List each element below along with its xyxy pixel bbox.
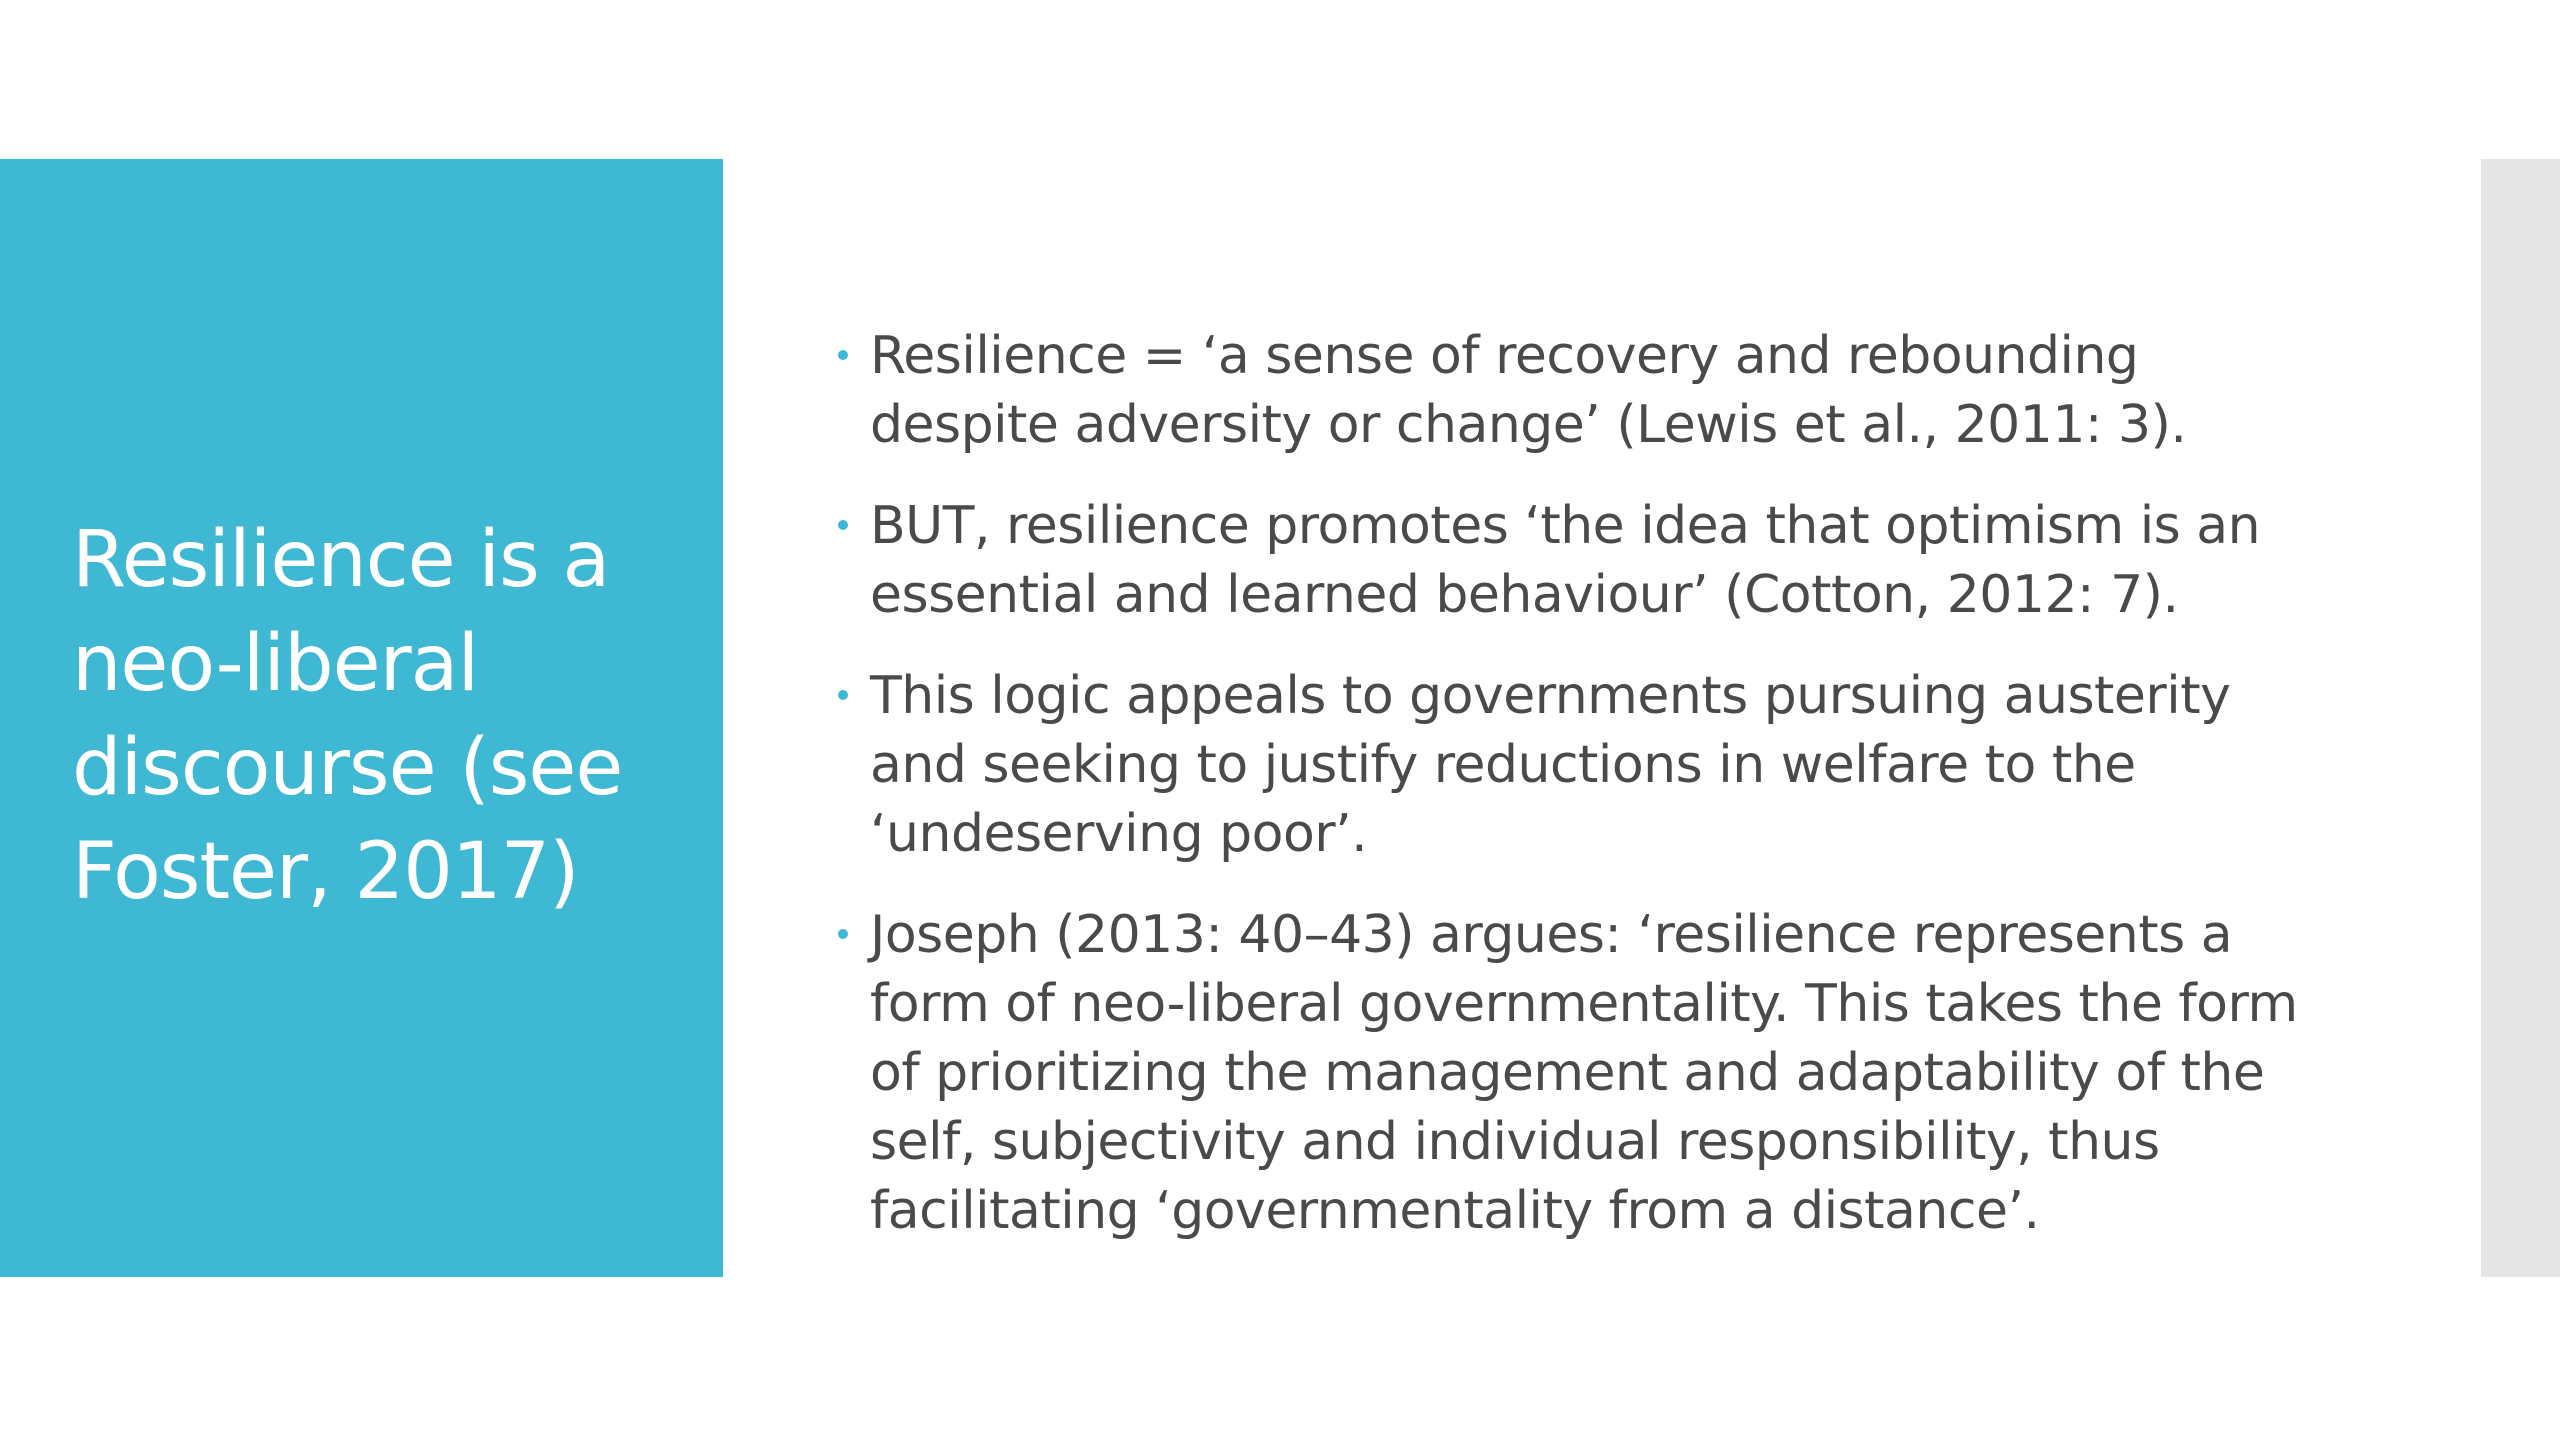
bullet-dot-icon bbox=[838, 690, 848, 700]
side-strip bbox=[2481, 159, 2560, 1277]
bullet-text: Joseph (2013: 40–43) argues: ‘resilience represents a form of neo-liberal governmentality. This takes the form of prioritizing the management and adaptability of the self, subjectivity and individual responsibility, thus facilitating ‘governmentality from a distance’. bbox=[870, 905, 2298, 1241]
bullet-item bbox=[838, 662, 2308, 869]
bullet-text: This logic appeals to governments pursuing austerity and seeking to justify reductions in welfare to the ‘undeserving poor’. bbox=[870, 666, 2231, 864]
bullet-item bbox=[838, 322, 2308, 460]
bullet-text: Resilience = ‘a sense of recovery and rebounding despite adversity or change’ (Lewis et al., 2011: 3). bbox=[870, 326, 2187, 455]
bullet-item bbox=[838, 492, 2308, 630]
bullet-dot-icon bbox=[838, 350, 848, 360]
bullet-item bbox=[838, 901, 2308, 1246]
bullet-dot-icon bbox=[838, 929, 848, 939]
bullet-text: BUT, resilience promotes ‘the idea that optimism is an essential and learned behaviour’ (Cotton, 2012: 7). bbox=[870, 496, 2261, 625]
bullet-dot-icon bbox=[838, 520, 848, 530]
slide-title: Resilience is a neo-liberal discourse (see Foster, 2017) bbox=[72, 515, 623, 917]
bullet-list bbox=[838, 322, 2308, 1278]
